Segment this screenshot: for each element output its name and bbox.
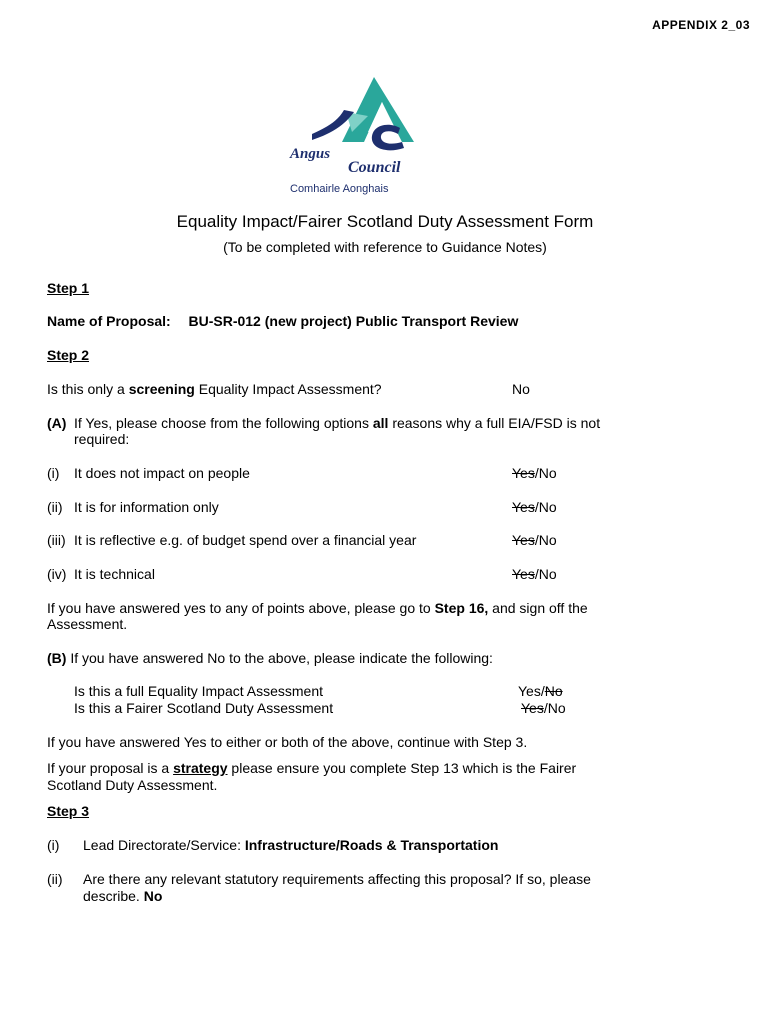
logo-word-council: Council [348, 159, 401, 176]
step3-ii-num: (ii) [47, 871, 63, 887]
full-eia-answer: Yes/No [518, 683, 563, 699]
option-text: It is reflective e.g. of budget spend over a financial year [74, 532, 417, 548]
lead-directorate-value: Infrastructure/Roads & Transportation [244, 837, 499, 853]
option-b-row [47, 650, 493, 667]
go-to-step16-line2: Assessment. [47, 616, 128, 632]
option-a-text-line2: required: [74, 431, 130, 447]
option-num: (iv) [47, 566, 67, 582]
step2-heading: Step 2 [47, 347, 90, 363]
option-answer: Yes/No [512, 566, 557, 582]
step1-heading: Step 1 [47, 280, 90, 296]
option-a-label: (A) [47, 415, 67, 431]
step3-heading: Step 3 [47, 803, 90, 819]
angus-council-logo-mark [282, 72, 432, 200]
appendix-label: APPENDIX 2_03 [652, 18, 750, 32]
screening-question: Is this only a screening Equality Impact Assessment? [47, 381, 382, 397]
go-to-step16-text: If you have answered yes to any of points above, please go to Step 16, and sign off the [47, 600, 588, 616]
proposal-name-value: BU-SR-012 (new project) Public Transport Review [188, 313, 519, 329]
fsd-question: Is this a Fairer Scotland Duty Assessment [74, 700, 334, 716]
strategy-text: If your proposal is a strategy please ensure you complete Step 13 which is the Fairer [47, 760, 577, 776]
option-b-label: (B) [47, 650, 67, 666]
fsd-answer: Yes/No [521, 700, 566, 716]
option-text: It is for information only [74, 499, 219, 515]
proposal-name-label: Name of Proposal: [47, 313, 171, 329]
logo-gaelic-name: Comhairle Aonghais [290, 183, 389, 195]
option-answer: Yes/No [512, 532, 557, 548]
full-eia-question: Is this a full Equality Impact Assessment [74, 683, 323, 699]
angus-council-logo [282, 72, 432, 200]
statutory-question-line2: describe. No [83, 888, 163, 904]
option-a-text: If Yes, please choose from the following options all reasons why a full EIA/FSD is not [74, 415, 601, 431]
statutory-answer: No [143, 888, 163, 904]
screening-answer: No [512, 381, 530, 397]
option-num: (iii) [47, 532, 66, 548]
option-answer: Yes/No [512, 499, 557, 515]
option-num: (i) [47, 465, 60, 481]
option-text: It does not impact on people [74, 465, 250, 481]
option-answer: Yes/No [512, 465, 557, 481]
continue-text: If you have answered Yes to either or both of the above, continue with Step 3. [47, 734, 528, 750]
strategy-text-line2: Scotland Duty Assessment. [47, 777, 218, 793]
logo-word-angus: Angus [290, 146, 331, 162]
lead-directorate-row [83, 837, 498, 854]
option-b-text: If you have answered No to the above, please indicate the following: [70, 650, 493, 666]
form-subtitle: (To be completed with reference to Guidance Notes) [223, 239, 547, 255]
option-num: (ii) [47, 499, 63, 515]
form-title: Equality Impact/Fairer Scotland Duty Assessment Form [176, 212, 594, 231]
step3-i-num: (i) [47, 837, 60, 853]
lead-directorate-label: Lead Directorate/Service: [83, 837, 245, 853]
option-text: It is technical [74, 566, 155, 582]
proposal-name-row [47, 313, 518, 330]
statutory-question: Are there any relevant statutory requirements affecting this proposal? If so, please [83, 871, 591, 887]
